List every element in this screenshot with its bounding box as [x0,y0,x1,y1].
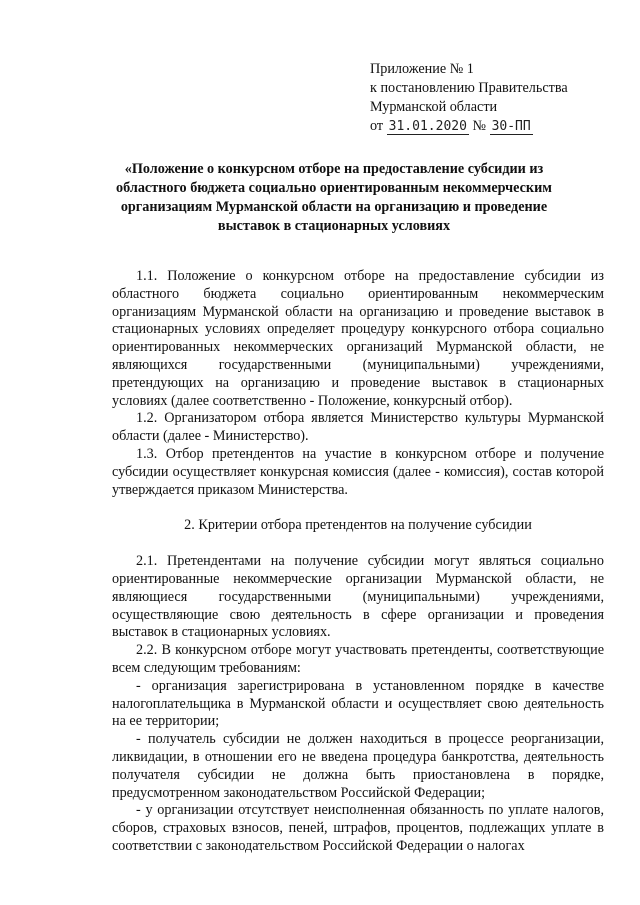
document-body [112,268,604,856]
paragraph-1-2: 1.2. Организатором отбора является Министерство культуры Мурманской области (далее - Министерство). [112,410,604,445]
paragraph-1-1: 1.1. Положение о конкурсном отборе на предоставление субсидии из областного бюджета социально ориентированным некоммерческим организациям Мурманской области на организацию и проведение выставок в стационарных условиях определяет процедуру конкурсного отбора социально ориентированных некоммерческих организаций Мурманской области, не являющихся государственными (муниципальными) учреждениями, претендующих на организацию и проведение выставок в стационарных условиях (далее соответственно - Положение, конкурсный отбор). [112,268,604,409]
requirement-item: - организация зарегистрирована в установленном порядке в качестве налогоплательщика в Мурманской области и осуществляет свою деятельность на ее территории; [112,677,604,730]
requirement-item: - у организации отсутствует неисполненная обязанность по уплате налогов, сборов, страховых взносов, пеней, штрафов, процентов, подлежащих уплате в соответствии с законодательством Российской Федерации о налогах [112,802,604,854]
requirement-item: - получатель субсидии не должен находиться в процессе реорганизации, ликвидации, в отношении его не введена процедура банкротства, деятельность получателя субсидии не должна быть приостановлена в порядке, предусмотренном законодательством Российской Федерации; [112,731,604,801]
paragraph-2-1: 2.1. Претендентами на получение субсидии могут являться социально ориентированные некоммерческие организации Мурманской области, не являющиеся государственными (муниципальными) учреждениями, осуществляющие свою деятельность в сфере организации и проведения выставок в стационарных условиях. [112,553,604,641]
section-2-heading: 2. Критерии отбора претендентов на получение субсидии [184,517,532,534]
paragraph-1-3: 1.3. Отбор претендентов на участие в конкурсном отборе и получение субсидии осуществляет конкурсная комиссия (далее - комиссия), состав которой утверждается приказом Министерства. [112,445,604,498]
appendix-number: Приложение № 1 [370,61,474,77]
date-prefix: от [370,118,384,134]
appendix-block [370,60,630,136]
number-value: 30-ПП [491,119,531,134]
appendix-date-line [370,117,630,136]
appendix-region: Мурманской области [370,99,498,115]
number-prefix: № [472,118,487,134]
date-value: 31.01.2020 [388,119,467,134]
paragraph-2-2: 2.2. В конкурсном отборе могут участвовать претенденты, соответствующие всем следующим требованиям: [112,642,604,676]
document-title: «Положение о конкурсном отборе на предоставление субсидии из областного бюджета социально ориентированным некоммерческим организациям Мурманской области на организацию и проведение выставок в стационарных условиях [116,161,552,234]
appendix-resolution: к постановлению Правительства [370,80,568,96]
